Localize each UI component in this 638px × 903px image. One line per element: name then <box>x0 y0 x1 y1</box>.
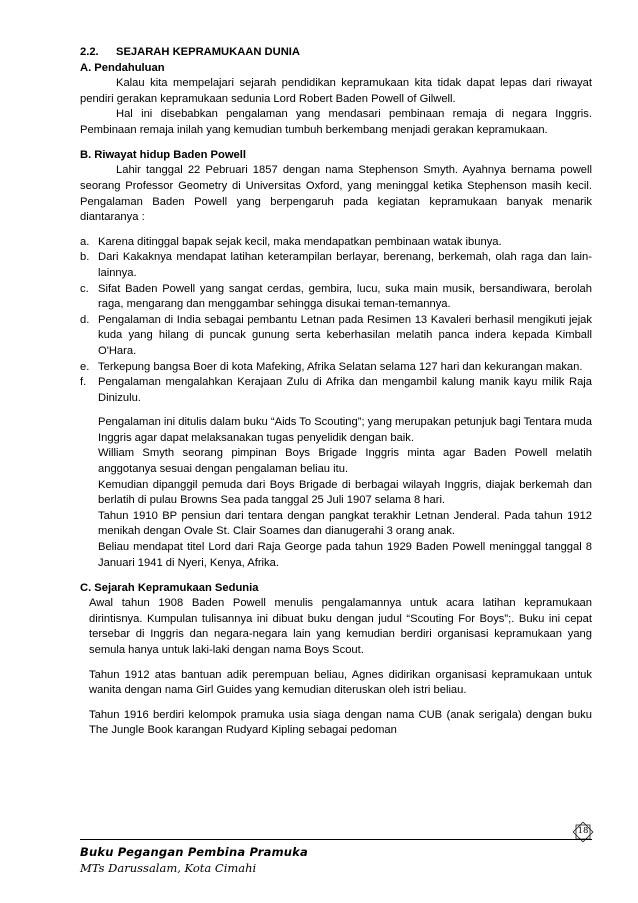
paragraph-b6: Beliau mendapat titel Lord dari Raja George pada tahun 1929 Baden Powell meninggal tanggal 8 Januari 1941 di Nyeri, Kenya, Afrika. <box>98 541 592 569</box>
paragraph-b1: Lahir tanggal 22 Pebruari 1857 dengan nama Stephenson Smyth. Ayahnya bernama powell seorang Professor Geometry di Universitas Oxford, yang meninggal ketika Stephenson masih kecil. Pengalaman Baden Powell yang berpengaruh pada kegiatan kepramukaan banyak menarik diantaranya : <box>80 164 592 224</box>
heading-sejarah: C. Sejarah Kepramukaan Sedunia <box>80 582 259 595</box>
page-number-badge <box>572 821 594 843</box>
paragraph-c2: Tahun 1912 atas bantuan adik perempuan beliau, Agnes didirikan organisasi kepramukaan untuk wanita dengan nama Girl Guides yang kemudian diteruskan oleh istri beliau. <box>89 668 592 697</box>
list-item: e. Terkepung bangsa Boer di kota Mafeking, Afrika Selatan selama 127 hari dan kekurangan makan. <box>80 360 583 373</box>
paragraph-c3: Tahun 1916 berdiri kelompok pramuka usia siaga dengan nama CUB (anak serigala) dengan buku The Jungle Book karangan Rudyard Kipling sebagai pedoman <box>89 708 592 737</box>
paragraph-b2: Pengalaman ini ditulis dalam buku “Aids To Scouting”; yang merupakan petunjuk bagi Tentara muda Inggris agar dapat melaksanakan tugas penyelidik dengan baik. <box>98 416 593 444</box>
page-footer <box>80 826 592 879</box>
list-item: d. Pengalaman di India sebagai pembantu Letnan pada Resimen 13 Kavaleri berhasil mengikuti jejak kuda yang hilang di puncak gunung serta keberhasilan melatih panca indera kepada Kimball O'Hara. <box>80 313 592 357</box>
heading-riwayat: B. Riwayat hidup Baden Powell <box>80 149 246 162</box>
list-item: b. Dari Kakaknya mendapat latihan keterampilan berlayar, berenang, berkemah, olah raga dan lain-lainnya. <box>80 251 592 279</box>
footer-divider <box>80 839 592 840</box>
document-page <box>80 44 592 739</box>
paragraph-a1: Kalau kita mempelajari sejarah pendidikan kepramukaan kita tidak dapat lepas dari riwayat pendiri gerakan kepramukaan sedunia Lord Robert Baden Powell of Gilwell. <box>80 77 592 105</box>
paragraph-b3: William Smyth seorang pimpinan Boys Brigade Inggris minta agar Baden Powell melatih anggotanya sesuai dengan pengalaman beliau itu. <box>98 447 592 476</box>
paragraph-a2: Hal ini disebabkan pengalaman yang mendasari pembinaan remaja di negara Inggris. Pembinaan remaja inilah yang kemudian tumbuh berkembang menjadi gerakan kepramukaan. <box>80 108 592 136</box>
footer-book-title: Buku Pegangan Pembina Pramuka <box>80 845 308 859</box>
section-heading <box>80 44 592 60</box>
list-item: c. Sifat Baden Powell yang sangat cerdas, gembira, lucu, suka main musik, bersandiwara, berolah raga, mengarang dan menggambar sehingga disukai teman-temannya. <box>80 282 592 311</box>
heading-pendahuluan: A. Pendahuluan <box>80 62 165 74</box>
paragraph-c1: Awal tahun 1908 Baden Powell menulis pengalamannya untuk acara latihan kepramukaan dirintisnya. Kumpulan tulisannya ini dibuat buku dengan judul “Scouting For Boys”;. Buku ini cepat tersebar di Inggris dan negara-negara lain yang kemudian berdiri organisasi kepramukaan yang semula hanya untuk laki-laki dengan nama Boys Scout. <box>89 597 592 656</box>
footer-school: MTs Darussalam, Kota Cimahi <box>80 861 257 875</box>
paragraph-b5: Tahun 1910 BP pensiun dari tentara dengan pangkat terakhir Letnan Jenderal. Pada tahun 1912 menikah dengan Ovale St. Clair Soames dan dianugerahi 3 orang anak. <box>98 509 592 538</box>
page-number: 18 <box>577 826 589 836</box>
list-item: f. Pengalaman mengalahkan Kerajaan Zulu di Afrika dan mengambil kalung manik kayu milik Raja Dinizulu. <box>80 376 592 404</box>
experience-list <box>80 235 592 407</box>
history-block <box>80 596 592 739</box>
biography-block <box>80 415 592 571</box>
section-title: SEJARAH KEPRAMUKAAN DUNIA <box>116 46 300 58</box>
list-item: a. Karena ditinggal bapak sejak kecil, maka mendapatkan pembinaan watak ibunya. <box>80 235 502 248</box>
paragraph-b4: Kemudian dipanggil pemuda dari Boys Brigade di berbagai wilayah Inggris, diajak berkemah dan berlatih di pulau Browns Sea pada tanggal 25 Juli 1907 selama 8 hari. <box>98 478 592 507</box>
section-number: 2.2. <box>80 46 99 58</box>
